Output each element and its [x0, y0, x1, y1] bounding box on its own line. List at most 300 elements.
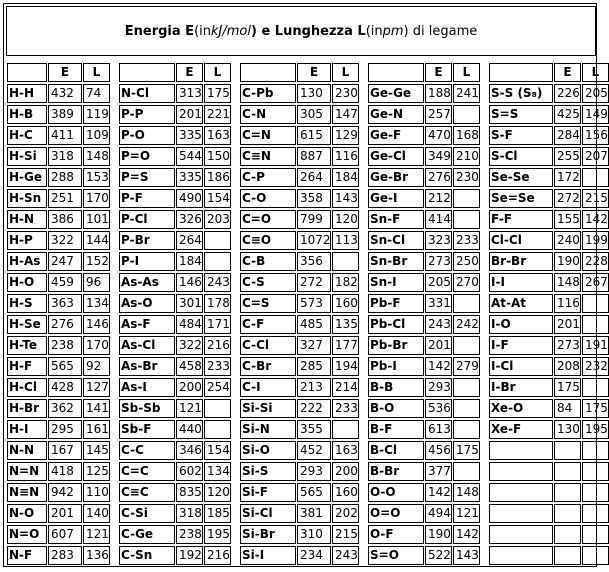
- bond-length: 194: [332, 357, 359, 376]
- bond-energy: 327: [297, 336, 331, 355]
- table-row: [239, 146, 359, 167]
- bond-length: 215: [582, 189, 609, 208]
- bond-length: 178: [204, 294, 231, 313]
- bond-energy: 293: [425, 378, 452, 397]
- bond-length: [204, 231, 231, 250]
- bond-energy: 208: [554, 357, 581, 376]
- bond-length: 116: [332, 147, 359, 166]
- bond-name: C-Pb: [240, 84, 296, 103]
- bond-energy: 494: [425, 504, 452, 523]
- bond-length: 150: [204, 147, 231, 166]
- bond-name: Si-Br: [240, 525, 296, 544]
- bond-length: 233: [332, 399, 359, 418]
- table-row: [367, 125, 480, 146]
- bond-energy: 346: [176, 441, 203, 460]
- bond-name: H-I: [7, 420, 47, 439]
- header-row: [239, 62, 359, 83]
- bond-length: 149: [582, 105, 609, 124]
- table-row: [488, 188, 609, 209]
- bond-energy: 272: [554, 189, 581, 208]
- table-row: [239, 314, 359, 335]
- bond-name: N-F: [7, 546, 47, 565]
- bond-name: B-O: [368, 399, 424, 418]
- bond-length: 191: [582, 336, 609, 355]
- bond-length: 233: [453, 231, 480, 250]
- bond-name: Pb-I: [368, 357, 424, 376]
- bond-length: [582, 462, 609, 481]
- header-row: [367, 62, 480, 83]
- bond-length: 154: [204, 441, 231, 460]
- table-row: [6, 503, 110, 524]
- table-row: [488, 419, 609, 440]
- table-row: [118, 482, 231, 503]
- bond-energy: 349: [425, 147, 452, 166]
- bond-energy: 213: [297, 378, 331, 397]
- bond-length: 205: [582, 84, 609, 103]
- bond-name: As-I: [119, 378, 175, 397]
- bond-length: 175: [582, 399, 609, 418]
- table-row: [6, 356, 110, 377]
- bond-energy: 272: [297, 273, 331, 292]
- table-row: [239, 335, 359, 356]
- bond-length: 146: [83, 315, 110, 334]
- bond-length: 136: [83, 546, 110, 565]
- table-row: [118, 293, 231, 314]
- header-energy: E: [554, 63, 581, 82]
- bond-energy: 313: [176, 84, 203, 103]
- bond-name: H-H: [7, 84, 47, 103]
- bond-energy: 190: [425, 525, 452, 544]
- bond-energy: 363: [48, 294, 82, 313]
- table-row: [367, 251, 480, 272]
- table-row: [488, 335, 609, 356]
- bond-energy: 190: [554, 252, 581, 271]
- bond-length: 221: [204, 105, 231, 124]
- bond-name: Ge-Ge: [368, 84, 424, 103]
- bond-name: B-Br: [368, 462, 424, 481]
- column-group-4: [367, 62, 480, 566]
- table-row: [6, 146, 110, 167]
- bond-name: P-Br: [119, 231, 175, 250]
- bond-energy: 458: [176, 357, 203, 376]
- bond-name: [489, 525, 553, 544]
- bond-energy: 167: [48, 441, 82, 460]
- bond-length: [332, 420, 359, 439]
- bond-name: P-F: [119, 189, 175, 208]
- bond-length: 250: [453, 252, 480, 271]
- header-energy: E: [48, 63, 82, 82]
- table-row: [367, 146, 480, 167]
- table-row: [118, 146, 231, 167]
- bond-length: [453, 399, 480, 418]
- column-group-2: [118, 62, 231, 566]
- bond-name: Se-Se: [489, 168, 553, 187]
- bond-length: 228: [582, 252, 609, 271]
- bond-energy: 238: [176, 525, 203, 544]
- bond-energy: [554, 462, 581, 481]
- bond-name: I-Br: [489, 378, 553, 397]
- table-row: [118, 125, 231, 146]
- table-row: [6, 125, 110, 146]
- bond-energy: 276: [425, 168, 452, 187]
- bond-name: Br-Br: [489, 252, 553, 271]
- bond-energy: 942: [48, 483, 82, 502]
- table-row: [367, 545, 480, 566]
- table-row: [239, 419, 359, 440]
- bond-name: As-O: [119, 294, 175, 313]
- bond-energy: 565: [297, 483, 331, 502]
- table-row: [118, 104, 231, 125]
- table-row: [239, 293, 359, 314]
- bond-name: Si-F: [240, 483, 296, 502]
- bond-length: 148: [83, 147, 110, 166]
- column-group-3: [239, 62, 359, 566]
- bond-energy: 386: [48, 210, 82, 229]
- bond-name: Sn-Br: [368, 252, 424, 271]
- bond-name: Si-I: [240, 546, 296, 565]
- bond-name: O-F: [368, 525, 424, 544]
- bond-name: C≡C: [119, 483, 175, 502]
- bond-length: 210: [453, 147, 480, 166]
- bond-energy: 200: [176, 378, 203, 397]
- bond-name: Si-N: [240, 420, 296, 439]
- bond-energy: 440: [176, 420, 203, 439]
- bond-energy: 172: [554, 168, 581, 187]
- table-row: [6, 440, 110, 461]
- bond-energy: 432: [48, 84, 82, 103]
- bond-name: H-Sn: [7, 189, 47, 208]
- header-blank: [240, 63, 296, 82]
- header-length: L: [453, 63, 480, 82]
- bond-name: Si-O: [240, 441, 296, 460]
- bond-name: S-Cl: [489, 147, 553, 166]
- bond-energy: 188: [425, 84, 452, 103]
- bond-length: 110: [83, 483, 110, 502]
- table-row: [367, 419, 480, 440]
- table-row: [488, 524, 609, 545]
- table-row: [488, 230, 609, 251]
- bond-length: 175: [204, 84, 231, 103]
- table-row: [367, 230, 480, 251]
- bond-name: C≡N: [240, 147, 296, 166]
- header-blank: [7, 63, 47, 82]
- header-length: L: [582, 63, 609, 82]
- table-row: [6, 293, 110, 314]
- bond-length: 216: [204, 336, 231, 355]
- bond-name: Se=Se: [489, 189, 553, 208]
- bond-name: C-O: [240, 189, 296, 208]
- bond-energy: 411: [48, 126, 82, 145]
- bond-length: 233: [204, 357, 231, 376]
- bond-name: I-O: [489, 315, 553, 334]
- table-row: [239, 545, 359, 566]
- bond-name: H-Te: [7, 336, 47, 355]
- bond-energy: 273: [425, 252, 452, 271]
- table-row: [367, 398, 480, 419]
- bond-name: [489, 546, 553, 565]
- bond-name: Xe-O: [489, 399, 553, 418]
- bond-name: C-Ge: [119, 525, 175, 544]
- table-row: [239, 461, 359, 482]
- bond-energy: 381: [297, 504, 331, 523]
- table-row: [239, 104, 359, 125]
- table-row: [6, 167, 110, 188]
- table-row: [6, 188, 110, 209]
- bond-length: 96: [83, 273, 110, 292]
- bond-name: As-F: [119, 315, 175, 334]
- bond-length: 161: [83, 420, 110, 439]
- table-row: [118, 272, 231, 293]
- table-row: [118, 251, 231, 272]
- table-row: [118, 377, 231, 398]
- bond-length: [332, 252, 359, 271]
- bond-length: 243: [332, 546, 359, 565]
- header-row: [488, 62, 609, 83]
- bond-length: 195: [204, 525, 231, 544]
- bond-name: Si-Cl: [240, 504, 296, 523]
- table-row: [6, 209, 110, 230]
- bond-energy: 255: [554, 147, 581, 166]
- bond-length: 142: [582, 210, 609, 229]
- bond-energy: 293: [297, 462, 331, 481]
- table-row: [367, 461, 480, 482]
- bond-length: [453, 378, 480, 397]
- bond-energy: 130: [297, 84, 331, 103]
- table-row: [6, 314, 110, 335]
- table-row: [118, 419, 231, 440]
- table-row: [6, 272, 110, 293]
- bond-name: C-Si: [119, 504, 175, 523]
- bond-length: 120: [204, 483, 231, 502]
- table-row: [118, 314, 231, 335]
- bond-name: C-C: [119, 441, 175, 460]
- bond-energy: 615: [297, 126, 331, 145]
- bond-name: H-Se: [7, 315, 47, 334]
- bond-energy: 573: [297, 294, 331, 313]
- bond-energy: 201: [425, 336, 452, 355]
- bond-energy: 205: [425, 273, 452, 292]
- table-row: [488, 461, 609, 482]
- bond-energy: 536: [425, 399, 452, 418]
- bond-energy: 238: [48, 336, 82, 355]
- bond-energy: 355: [297, 420, 331, 439]
- table-row: [6, 398, 110, 419]
- bond-name: B-F: [368, 420, 424, 439]
- bond-energy: 234: [297, 546, 331, 565]
- bond-length: 144: [83, 231, 110, 250]
- bond-name: N=N: [7, 462, 47, 481]
- bond-name: C-Br: [240, 357, 296, 376]
- table-row: [488, 440, 609, 461]
- bond-length: 232: [582, 357, 609, 376]
- bond-length: [453, 189, 480, 208]
- table-row: [488, 251, 609, 272]
- bond-name: Pb-F: [368, 294, 424, 313]
- table-row: [367, 314, 480, 335]
- table-row: [118, 524, 231, 545]
- bond-length: 199: [582, 231, 609, 250]
- table-row: [118, 167, 231, 188]
- header-row: [118, 62, 231, 83]
- bond-length: 184: [332, 168, 359, 187]
- bond-name: H-Br: [7, 399, 47, 418]
- bond-energy: 1072: [297, 231, 331, 250]
- bond-length: [582, 546, 609, 565]
- column-group-1: [6, 62, 110, 566]
- bond-energy: 310: [297, 525, 331, 544]
- bond-length: [453, 294, 480, 313]
- bond-energy: 84: [554, 399, 581, 418]
- bond-energy: 428: [48, 378, 82, 397]
- bond-name: S-F: [489, 126, 553, 145]
- bond-length: 160: [332, 483, 359, 502]
- bond-energy: [554, 525, 581, 544]
- bond-energy: 362: [48, 399, 82, 418]
- table-row: [239, 524, 359, 545]
- table-row: [6, 377, 110, 398]
- bond-length: 119: [83, 105, 110, 124]
- table-row: [367, 293, 480, 314]
- bond-length: [453, 210, 480, 229]
- bond-energy: 288: [48, 168, 82, 187]
- bond-name: S=O: [368, 546, 424, 565]
- table-row: [367, 356, 480, 377]
- bond-name: [489, 504, 553, 523]
- table-row: [239, 356, 359, 377]
- bond-length: 203: [204, 210, 231, 229]
- bond-length: 134: [83, 294, 110, 313]
- bond-table: [6, 62, 609, 566]
- bond-energy: 201: [176, 105, 203, 124]
- bond-name: P=O: [119, 147, 175, 166]
- bond-energy: 459: [48, 273, 82, 292]
- table-row: [6, 482, 110, 503]
- bond-name: N=O: [7, 525, 47, 544]
- bond-energy: 358: [297, 189, 331, 208]
- bond-energy: 276: [48, 315, 82, 334]
- bond-length: [582, 315, 609, 334]
- bond-energy: 490: [176, 189, 203, 208]
- bond-energy: 247: [48, 252, 82, 271]
- bond-length: [204, 252, 231, 271]
- bond-energy: 285: [297, 357, 331, 376]
- bond-length: [582, 294, 609, 313]
- bond-length: 92: [83, 357, 110, 376]
- bond-name: I-I: [489, 273, 553, 292]
- table-row: [488, 398, 609, 419]
- table-row: [118, 209, 231, 230]
- bond-name: At-At: [489, 294, 553, 313]
- bond-length: 230: [332, 84, 359, 103]
- table-row: [118, 461, 231, 482]
- bond-name: P-P: [119, 105, 175, 124]
- bond-energy: 418: [48, 462, 82, 481]
- table-row: [488, 272, 609, 293]
- bond-length: 142: [453, 525, 480, 544]
- bond-length: [582, 504, 609, 523]
- bond-name: P-I: [119, 252, 175, 271]
- bond-energy: 331: [425, 294, 452, 313]
- bond-name: Sb-F: [119, 420, 175, 439]
- bond-name: Si-S: [240, 462, 296, 481]
- bond-energy: 283: [48, 546, 82, 565]
- bond-energy: 835: [176, 483, 203, 502]
- bond-energy: 264: [176, 231, 203, 250]
- table-row: [367, 377, 480, 398]
- bond-energy: 175: [554, 378, 581, 397]
- table-row: [6, 104, 110, 125]
- table-row: [488, 377, 609, 398]
- bond-energy: 184: [176, 252, 203, 271]
- table-row: [367, 167, 480, 188]
- table-row: [6, 545, 110, 566]
- table-row: [488, 482, 609, 503]
- bond-name: Sn-Cl: [368, 231, 424, 250]
- bond-energy: 318: [176, 504, 203, 523]
- bond-length: 177: [332, 336, 359, 355]
- table-row: [367, 272, 480, 293]
- bond-name: C-Cl: [240, 336, 296, 355]
- bond-name: C=C: [119, 462, 175, 481]
- bond-length: 121: [453, 504, 480, 523]
- bond-energy: 301: [176, 294, 203, 313]
- table-row: [239, 482, 359, 503]
- bond-energy: 335: [176, 168, 203, 187]
- bond-name: As-Cl: [119, 336, 175, 355]
- table-row: [239, 125, 359, 146]
- bond-length: 127: [83, 378, 110, 397]
- bond-name: C-P: [240, 168, 296, 187]
- header-length: L: [204, 63, 231, 82]
- bond-energy: 484: [176, 315, 203, 334]
- bond-name: Sb-Sb: [119, 399, 175, 418]
- bond-energy: 142: [425, 483, 452, 502]
- bond-energy: 226: [554, 84, 581, 103]
- bond-name: Ge-Br: [368, 168, 424, 187]
- bond-name: O-O: [368, 483, 424, 502]
- bond-length: 143: [332, 189, 359, 208]
- bond-length: 216: [204, 546, 231, 565]
- bond-length: 182: [332, 273, 359, 292]
- bond-energy: 212: [425, 189, 452, 208]
- table-row: [367, 188, 480, 209]
- bond-length: 254: [204, 378, 231, 397]
- table-row: [118, 83, 231, 104]
- bond-name: C-B: [240, 252, 296, 271]
- table-row: [6, 335, 110, 356]
- bond-name: N-N: [7, 441, 47, 460]
- bond-length: 230: [453, 168, 480, 187]
- bond-length: 140: [83, 504, 110, 523]
- bond-length: 147: [332, 105, 359, 124]
- bond-length: 241: [453, 84, 480, 103]
- bond-energy: 243: [425, 315, 452, 334]
- bond-length: 242: [453, 315, 480, 334]
- bond-name: C=O: [240, 210, 296, 229]
- bond-length: 170: [83, 189, 110, 208]
- table-row: [6, 419, 110, 440]
- bond-name: C-N: [240, 105, 296, 124]
- table-row: [239, 230, 359, 251]
- bond-length: 186: [204, 168, 231, 187]
- bond-name: H-Cl: [7, 378, 47, 397]
- bond-length: 215: [332, 525, 359, 544]
- bond-energy: [554, 441, 581, 460]
- bond-length: [453, 336, 480, 355]
- bond-length: 202: [332, 504, 359, 523]
- bond-energy: 264: [297, 168, 331, 187]
- bond-name: C≡O: [240, 231, 296, 250]
